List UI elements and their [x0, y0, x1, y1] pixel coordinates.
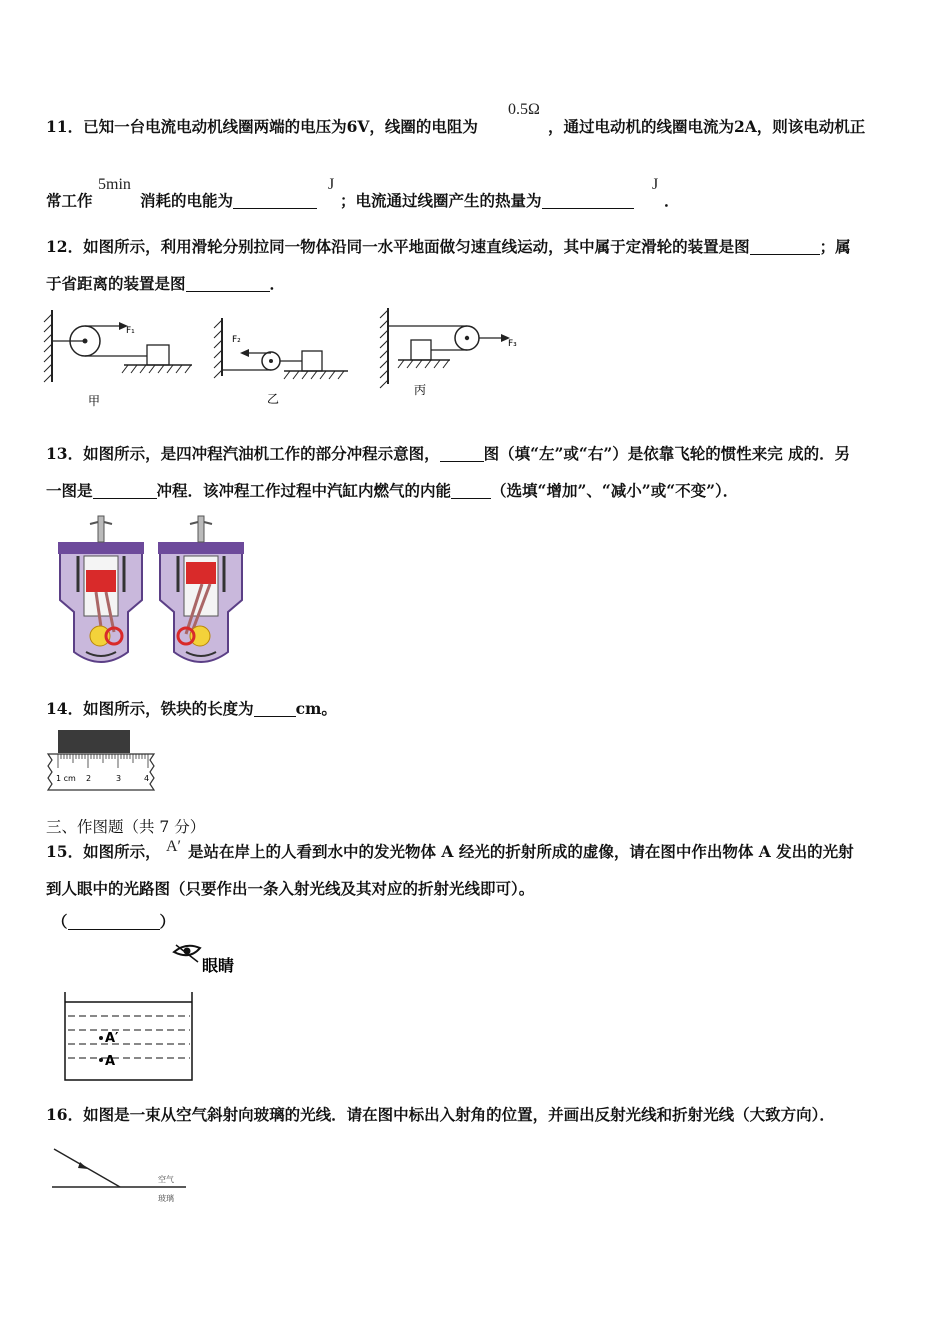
ruler-label-1: 1 cm: [56, 774, 76, 783]
q11-blank-energy[interactable]: [233, 193, 317, 210]
q12-blank-fixed[interactable]: [750, 239, 820, 256]
pulley-figure-yi: [214, 318, 348, 406]
caption-jia: 甲: [88, 394, 101, 408]
q12-line2: 于省距离的装置是图 ．: [46, 274, 286, 293]
label-a: A: [105, 1054, 116, 1069]
q12-text-a: 12．如图所示，利用滑轮分别拉同一物体沿同一水平地面做匀速直线运动，其中属于定滑轮的装置是图: [46, 237, 750, 256]
q13-line2: 一图是 冲程．该冲程工作过程中汽缸内燃气的内能 （选填“增加”、“减小”或“不变”）．: [46, 481, 739, 500]
q11-unit2: J: [652, 176, 659, 193]
incident-ray: [54, 1149, 120, 1187]
force-label-f2: F₂: [232, 335, 241, 345]
q11-text-e: ；电流通过线圈产生的热量为: [340, 191, 542, 210]
q11-line1: [46, 115, 478, 137]
q13-engine-figures: [56, 512, 246, 674]
q11-unit1: J: [328, 176, 335, 193]
q11-blank-heat[interactable]: [542, 193, 634, 210]
q13-blank-energy[interactable]: [451, 483, 491, 500]
q11-text-a: 11．已知一台电流电动机线圈两端的电压为6V，线圈的电阻为: [46, 117, 478, 136]
q11-line2d: ．: [664, 191, 680, 210]
label-glass: 玻璃: [158, 1194, 174, 1203]
q12-pulley-figures: [40, 300, 900, 412]
q15-line2: 到人眼中的光路图（只要作出一条入射光线及其对应的折射光线即可）。: [46, 879, 535, 898]
force-label-f1: F₁: [126, 326, 135, 336]
q15-point: A′: [166, 838, 182, 855]
q16-figure: [50, 1145, 190, 1207]
engine-right: [158, 516, 244, 662]
force-label-f3: F₃: [508, 339, 517, 349]
q11-line2c: [340, 189, 634, 211]
section-3-title: 三、作图题（共 7 分）: [46, 818, 206, 836]
q15-line1b: 是站在岸上的人看到水中的发光物体 A 经光的折射所成的虚像，请在图中作出物体 A 发出的光射: [188, 842, 854, 861]
q11-line1b: [548, 115, 865, 137]
q11-resistance: 0.5Ω: [508, 101, 540, 118]
q11-line2b: [140, 189, 317, 211]
label-air: 空气: [158, 1175, 174, 1184]
pulley-figure-jia: [44, 310, 192, 408]
label-a-prime: A′: [105, 1031, 119, 1046]
q16-line: 16．如图是一束从空气斜射向玻璃的光线．请在图中标出入射角的位置，并画出反射光线和折射光线（大致方向）．: [46, 1105, 835, 1124]
q11-text-b: ，通过电动机的线圈电流为2A，则该电动机正: [548, 117, 866, 136]
q15-figure: [60, 940, 250, 1082]
q15-line1: 15．如图所示，: [46, 842, 161, 861]
ruler-label-2: 2: [86, 774, 92, 783]
q12-text-c: 于省距离的装置是图: [46, 274, 186, 293]
q11-line2: [46, 189, 93, 211]
eye-label: 眼睛: [202, 956, 235, 975]
q11-text-d: 消耗的电能为: [140, 191, 234, 210]
q15-blank-answer[interactable]: [68, 914, 160, 931]
ruler-label-3: 3: [116, 774, 122, 783]
point-a: [99, 1058, 103, 1062]
q12-blank-distance[interactable]: [186, 276, 270, 293]
q14-line: 14．如图所示，铁块的长度为 cm。: [46, 699, 337, 718]
q11-time: 5min: [98, 176, 131, 193]
ruler-label-4: 4: [144, 774, 150, 783]
caption-yi: 乙: [267, 392, 280, 406]
q14-ruler-figure: [44, 728, 162, 792]
pulley-figure-bing: [380, 308, 517, 397]
q11-text-c: 常工作: [46, 191, 93, 210]
q14-blank-length[interactable]: [254, 701, 296, 718]
q13-line1: 13．如图所示，是四冲程汽油机工作的部分冲程示意图， 图（填“左”或“右”）是依靠飞轮的惯性来完 成的．另: [46, 444, 851, 463]
point-a-prime: [99, 1036, 103, 1040]
iron-block: [58, 730, 130, 753]
q15-answer-paren: （ ）: [52, 912, 176, 931]
q13-blank-stroke[interactable]: [93, 483, 157, 500]
q13-blank-side[interactable]: [440, 446, 484, 463]
q12-line1: 12．如图所示，利用滑轮分别拉同一物体沿同一水平地面做匀速直线运动，其中属于定滑轮的装置是图 ；属: [46, 237, 851, 256]
eye-icon: [174, 945, 200, 962]
engine-left: [58, 516, 144, 662]
caption-bing: 丙: [414, 383, 427, 397]
